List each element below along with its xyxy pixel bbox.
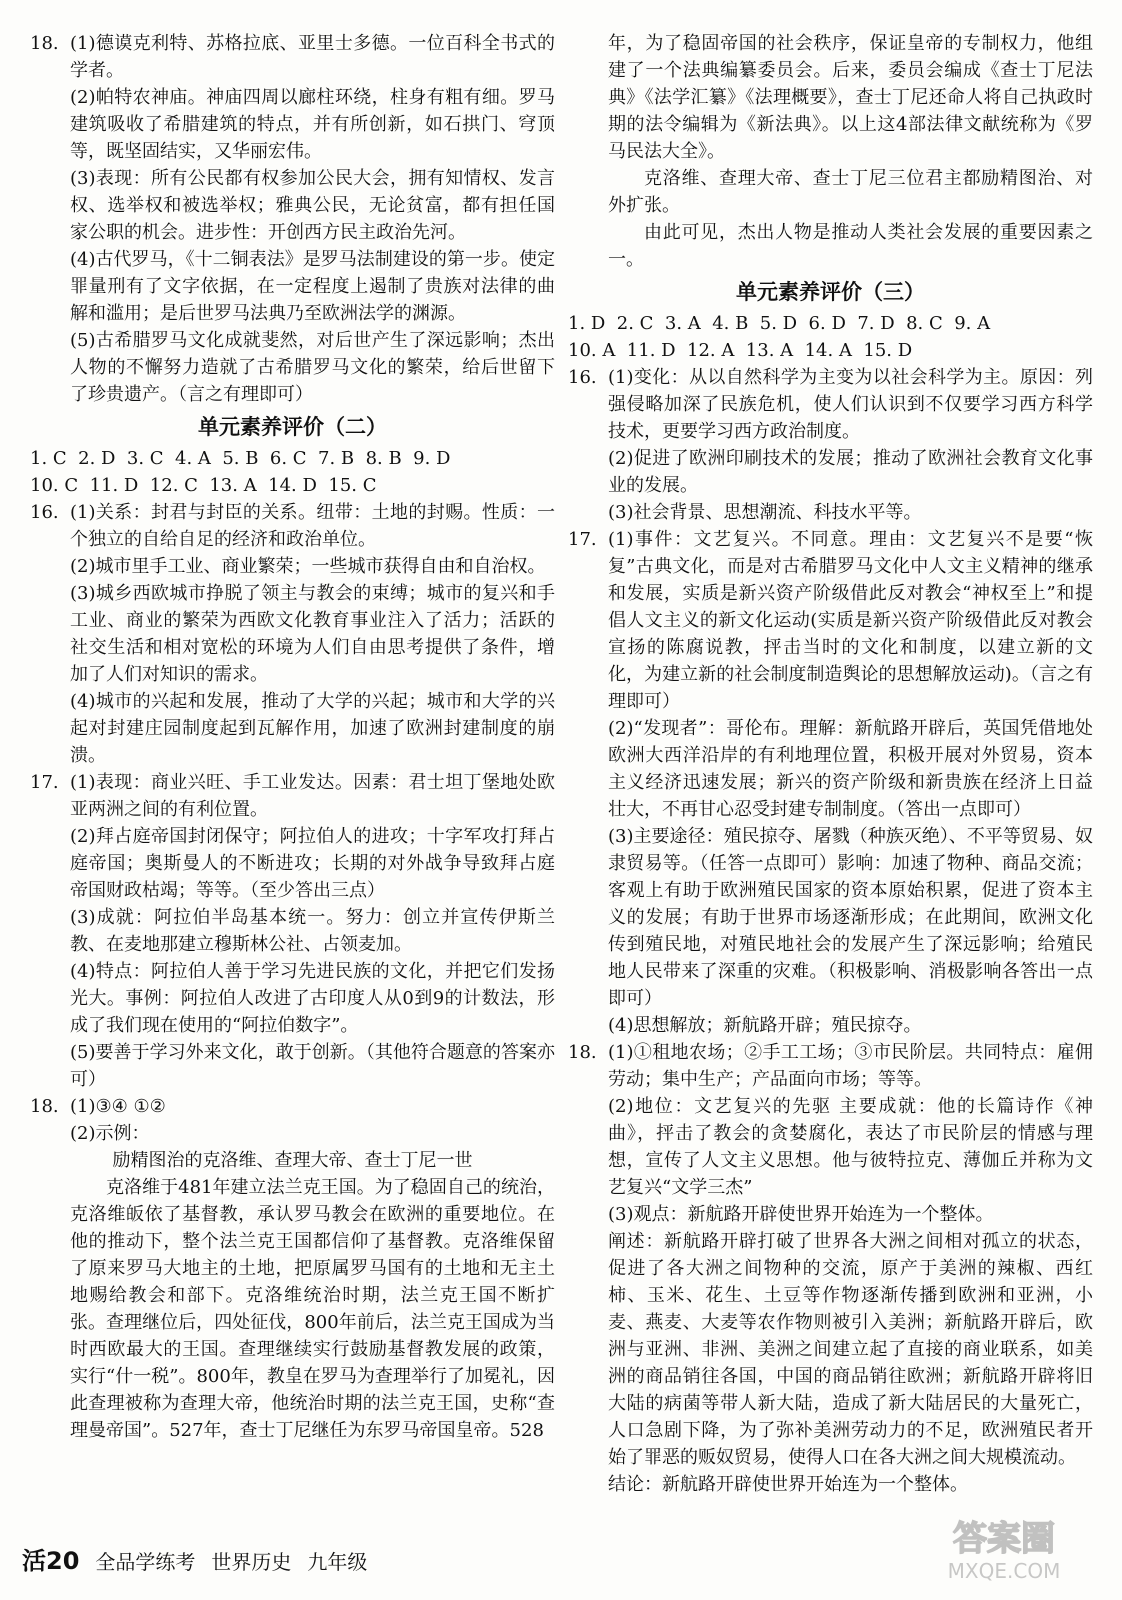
answer-paragraph: (2)示例： bbox=[70, 1123, 150, 1144]
answer-text: (1)表现：商业兴旺、手工业发达。因素：君士坦丁堡地处欧亚两洲之间的有利位置。 bbox=[70, 772, 555, 820]
answer-paragraph: (2)帕特农神庙。神庙四周以廊柱环绕，柱身有粗有细。罗马建筑吸收了希腊建筑的特点，并有所创新，如石拱门、穹顶等，既坚固结实，又华丽宏伟。 bbox=[70, 87, 555, 162]
question-number: 18. bbox=[568, 1042, 597, 1063]
question-block bbox=[30, 769, 555, 823]
choice-answers: 1. C 2. D 3. C 4. A 5. B 6. C 7. B 8. B 9. D bbox=[30, 448, 451, 469]
answer-paragraph: (3)成就：阿拉伯半岛基本统一。努力：创立并宣传伊斯兰教、在麦地那建立穆斯林公社、占领麦加。 bbox=[70, 907, 555, 955]
watermark-text: 答案圈 bbox=[953, 1519, 1055, 1559]
answer-text: (1)事件：文艺复兴。不同意。理由：文艺复兴不是要“恢复”古典文化，而是对古希腊罗马文化中人文主义精神的继承和发展，实质是新兴资产阶级借此反对教会“神权至上”和提倡人文主义的新文化运动(实质是新兴资产阶级借此反对教会宣扬的陈腐说教，抨击当时的文化和制度，以建立新的文化，为建立新的社会制度制造舆论的思想解放运动)。（言之有理即可） bbox=[608, 529, 1093, 712]
answer-paragraph: (4)古代罗马，《十二铜表法》是罗马法制建设的第一步。使定罪量刑有了文字依据，在一定程度上遏制了贵族对法律的曲解和滥用；是后世罗马法典乃至欧洲法学的渊源。 bbox=[70, 249, 555, 324]
question-number: 18. bbox=[30, 1096, 59, 1117]
watermark-logo bbox=[904, 1516, 1104, 1586]
answer-paragraph: (2)城市里手工业、商业繁荣；一些城市获得自由和自治权。 bbox=[70, 556, 546, 577]
answer-paragraph: (5)古希腊罗马文化成就斐然，对后世产生了深远影响；杰出人物的不懈努力造就了古希腊罗马文化的繁荣，给后世留下了珍贵遗产。（言之有理即可） bbox=[70, 330, 555, 405]
question-number: 16. bbox=[30, 502, 59, 523]
question-number: 16. bbox=[568, 367, 597, 388]
section-heading: 单元素养评价（三） bbox=[736, 280, 925, 304]
right-column bbox=[568, 30, 1093, 1498]
section-heading: 单元素养评价（二） bbox=[198, 415, 387, 439]
answer-paragraph: (4)思想解放；新航路开辟；殖民掠夺。 bbox=[608, 1015, 922, 1036]
page-footer bbox=[22, 1541, 367, 1576]
answer-paragraph: (4)特点：阿拉伯人善于学习先进民族的文化，并把它们发扬光大。事例：阿拉伯人改进了古印度人从0到9的计数法，形成了我们现在使用的“阿拉伯数字”。 bbox=[70, 961, 555, 1036]
choice-answers: 1. D 2. C 3. A 4. B 5. D 6. D 7. D 8. C 9. A bbox=[568, 313, 991, 334]
question-number: 17. bbox=[30, 772, 59, 793]
watermark-url: MXQE.COM bbox=[947, 1559, 1061, 1583]
answer-paragraph: (2)“发现者”：哥伦布。理解：新航路开辟后，英国凭借地处欧洲大西洋沿岸的有利地理位置，积极开展对外贸易，资本主义经济迅速发展；新兴的资产阶级和新贵族在经济上日益壮大，不再甘心忍受封建专制制度。（答出一点即可） bbox=[608, 718, 1093, 820]
essay-paragraph: 克洛维于481年建立法兰克王国。为了稳固自己的统治，克洛维皈依了基督教，承认罗马教会在欧洲的重要地位。在他的推动下，整个法兰克王国都信仰了基督教。克洛维保留了原来罗马大地主的土地，把原属罗马国有的土地和无主土地赐给教会和部下。克洛维统治时期，法兰克王国不断扩张。查理继位后，四处征伐，800年前后，法兰克王国成为当时西欧最大的王国。查理继续实行鼓励基督教发展的政策，实行“什一税”。800年，教皇在罗马为查理举行了加冕礼，因此查理被称为查理大帝，他统治时期的法兰克王国，史称“查理曼帝国”。527年，查士丁尼继任为东罗马帝国皇帝。528 bbox=[70, 1177, 555, 1441]
question-block bbox=[30, 1093, 555, 1120]
answer-text: (1)③④ ①② bbox=[70, 1096, 166, 1117]
book-subject: 世界历史 bbox=[211, 1550, 292, 1574]
essay-paragraph: 由此可见，杰出人物是推动人类社会发展的重要因素之一。 bbox=[608, 222, 1093, 270]
question-number: 17. bbox=[568, 529, 597, 550]
answer-paragraph: (2)促进了欧洲印刷技术的发展；推动了欧洲社会教育文化事业的发展。 bbox=[608, 448, 1093, 496]
question-block bbox=[30, 499, 555, 553]
question-number: 18. bbox=[30, 33, 59, 54]
answer-paragraph: 年，为了稳固帝国的社会秩序，保证皇帝的专制权力，他组建了一个法典编纂委员会。后来，委员会编成《查士丁尼法典》《法学汇纂》《法理概要》，查士丁尼还命人将自己执政时期的法令编辑为《新法典》。以上这4部法律文献统称为《罗马民法大全》。 bbox=[608, 33, 1093, 162]
answer-paragraph: (4)城市的兴起和发展，推动了大学的兴起；城市和大学的兴起对封建庄园制度起到瓦解作用，加速了欧洲封建制度的崩溃。 bbox=[70, 691, 555, 766]
answer-paragraph: (3)社会背景、思想潮流、科技水平等。 bbox=[608, 502, 922, 523]
book-grade: 九年级 bbox=[307, 1550, 368, 1574]
answer-paragraph: (3)表现：所有公民都有权参加公民大会，拥有知情权、发言权、选举权和被选举权；雅典公民，无论贫富，都有担任国家公职的机会。进步性：开创西方民主政治先河。 bbox=[70, 168, 555, 243]
answer-text: (1)关系：封君与封臣的关系。纽带：土地的封赐。性质：一个独立的自给自足的经济和政治单位。 bbox=[70, 502, 555, 550]
question-block bbox=[30, 30, 555, 84]
answer-text: (1)变化：从以自然科学为主变为以社会科学为主。原因：列强侵略加深了民族危机，使人们认识到不仅要学习西方科学技术，更要学习西方政治制度。 bbox=[608, 367, 1093, 442]
choice-answers: 10. C 11. D 12. C 13. A 14. D 15. C bbox=[30, 475, 377, 496]
question-block bbox=[568, 526, 1093, 715]
answer-paragraph: 结论：新航路开辟使世界开始连为一个整体。 bbox=[608, 1474, 968, 1495]
answer-paragraph: (3)主要途径：殖民掠夺、屠戮（种族灭绝）、不平等贸易、奴隶贸易等。（任答一点即可）影响：加速了物种、商品交流；客观上有助于欧洲殖民国家的资本原始积累，促进了资本主义的发展；有助于世界市场逐渐形成；在此期间，欧洲文化传到殖民地，对殖民地社会的发展产生了深远影响；给殖民地人民带来了深重的灾难。（积极影响、消极影响各答出一点即可） bbox=[608, 826, 1093, 1009]
answer-paragraph: (3)城乡西欧城市挣脱了领主与教会的束缚；城市的复兴和手工业、商业的繁荣为西欧文化教育事业注入了活力；活跃的社交生活和相对宽松的环境为人们自由思考提供了条件，增加了人们对知识的需求。 bbox=[70, 583, 555, 685]
page-number: 活20 bbox=[22, 1547, 80, 1575]
book-series: 全品学练考 bbox=[95, 1550, 196, 1574]
answer-paragraph: (2)地位：文艺复兴的先驱 主要成就：他的长篇诗作《神曲》，抨击了教会的贪婪腐化，表达了市民阶层的情感与理想，宣传了人文主义思想。他与彼特拉克、薄伽丘并称为文艺复兴“文学三杰” bbox=[608, 1096, 1093, 1198]
answer-paragraph: (5)要善于学习外来文化，敢于创新。（其他符合题意的答案亦可） bbox=[70, 1042, 555, 1090]
essay-title: 励精图治的克洛维、查理大帝、查士丁尼一世 bbox=[112, 1150, 473, 1171]
answer-text: (1)德谟克利特、苏格拉底、亚里士多德。一位百科全书式的学者。 bbox=[70, 33, 555, 81]
answer-text: (1)①租地农场；②手工工场；③市民阶层。共同特点：雇佣劳动；集中生产；产品面向市场；等等。 bbox=[608, 1042, 1093, 1090]
answer-paragraph: (2)拜占庭帝国封闭保守；阿拉伯人的进攻；十字军攻打拜占庭帝国；奥斯曼人的不断进攻；长期的对外战争导致拜占庭帝国财政枯竭；等等。（至少答出三点） bbox=[70, 826, 555, 901]
answer-paragraph: (3)观点：新航路开辟使世界开始连为一个整体。 bbox=[608, 1204, 994, 1225]
answer-paragraph: 阐述：新航路开辟打破了世界各大洲之间相对孤立的状态，促进了各大洲之间物种的交流，原产于美洲的辣椒、西红柿、玉米、花生、土豆等作物逐渐传播到欧洲和亚洲，小麦、燕麦、大麦等农作物则被引入美洲；新航路开辟后，欧洲与亚洲、非洲、美洲之间建立起了直接的商业联系，如美洲的商品销往各国，中国的商品销往欧洲；新航路开辟将旧大陆的病菌等带人新大陆，造成了新大陆居民的大量死亡，人口急剧下降，为了弥补美洲劳动力的不足，欧洲殖民者开始了罪恶的贩奴贸易，使得人口在各大洲之间大规模流动。 bbox=[608, 1231, 1093, 1468]
question-block bbox=[568, 364, 1093, 445]
left-column bbox=[30, 30, 555, 1444]
choice-answers: 10. A 11. D 12. A 13. A 14. A 15. D bbox=[568, 340, 913, 361]
essay-paragraph: 克洛维、查理大帝、查士丁尼三位君主都励精图治、对外扩张。 bbox=[608, 168, 1093, 216]
question-block bbox=[568, 1039, 1093, 1093]
